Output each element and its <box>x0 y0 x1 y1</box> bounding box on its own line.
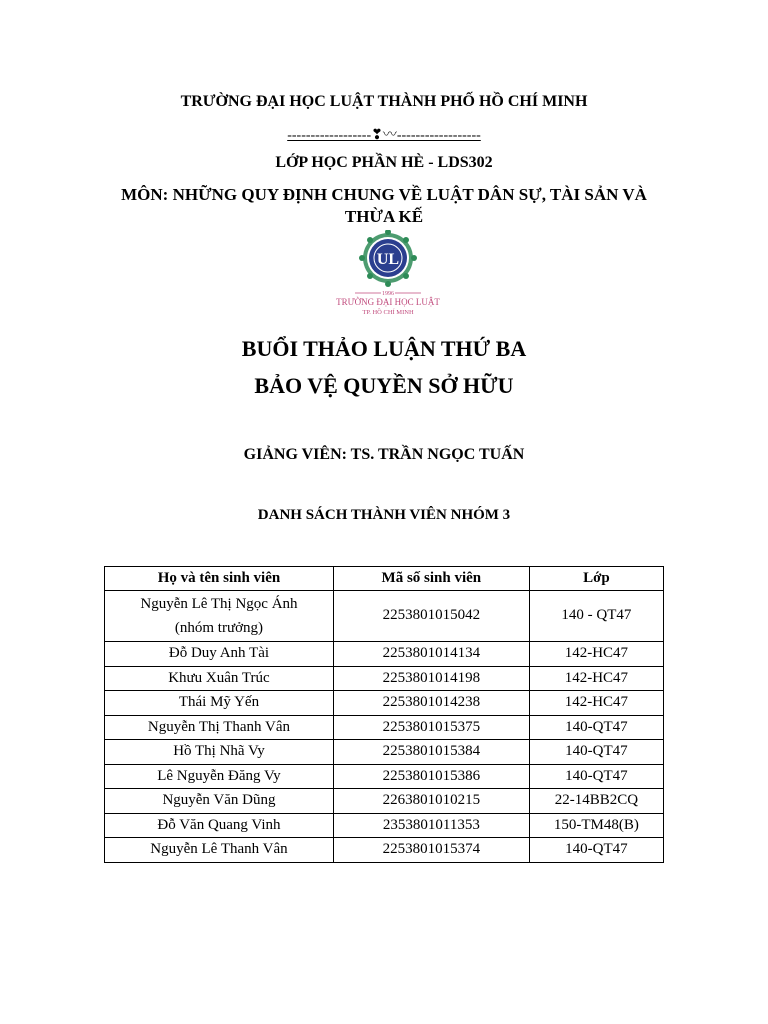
student-name: Nguyễn Văn Dũng <box>105 789 334 814</box>
table-row <box>105 764 664 789</box>
university-logo <box>333 230 443 318</box>
student-name: Đỗ Duy Anh Tài <box>105 642 334 667</box>
student-id: 2253801015386 <box>333 764 529 789</box>
logo-name-line1: TRƯỜNG ĐẠI HỌC LUẬT <box>336 297 440 307</box>
student-name: Đỗ Văn Quang Vinh <box>105 813 334 838</box>
student-id: 2253801015042 <box>333 591 529 642</box>
student-class: 150-TM48(B) <box>529 813 663 838</box>
student-id: 2253801015384 <box>333 740 529 765</box>
student-name: Nguyễn Thị Thanh Vân <box>105 715 334 740</box>
student-class: 22-14BB2CQ <box>529 789 663 814</box>
logo-name-line2: TP. HỒ CHÍ MINH <box>362 309 414 316</box>
table-row <box>105 591 664 642</box>
table-row <box>105 740 664 765</box>
logo-initials: UL <box>376 251 400 268</box>
discussion-topic: BẢO VỆ QUYỀN SỞ HỮU <box>254 373 514 398</box>
student-class: 140-QT47 <box>529 715 663 740</box>
student-id: 2253801015375 <box>333 715 529 740</box>
student-name: Thái Mỹ Yến <box>105 691 334 716</box>
student-id: 2253801015374 <box>333 838 529 863</box>
subject-title: MÔN: NHỮNG QUY ĐỊNH CHUNG VỀ LUẬT DÂN SỰ, TÀI SẢN VÀ THỪA KẾ <box>121 185 647 226</box>
student-name: Khưu Xuân Trúc <box>105 666 334 691</box>
members-heading: DANH SÁCH THÀNH VIÊN NHÓM 3 <box>257 507 511 523</box>
student-class: 142-HC47 <box>529 666 663 691</box>
student-name: Hồ Thị Nhã Vy <box>105 740 334 765</box>
logo-year: 1996 <box>382 291 394 297</box>
header-class: Lớp <box>529 567 663 591</box>
student-class: 140-QT47 <box>529 838 663 863</box>
table-row <box>105 666 664 691</box>
table-row <box>105 691 664 716</box>
table-header-row <box>105 567 664 591</box>
student-id: 2353801011353 <box>333 813 529 838</box>
student-id: 2253801014238 <box>333 691 529 716</box>
header-name: Họ và tên sinh viên <box>105 567 334 591</box>
group-leader-note: (nhóm trưởng) <box>174 620 264 636</box>
header-student-id: Mã số sinh viên <box>333 567 529 591</box>
student-id: 2263801010215 <box>333 789 529 814</box>
student-name <box>105 591 334 642</box>
student-class: 140-QT47 <box>529 764 663 789</box>
student-class: 140-QT47 <box>529 740 663 765</box>
discussion-title: BUỔI THẢO LUẬN THỨ BA <box>241 336 527 361</box>
members-table <box>104 566 664 863</box>
student-name-text: Nguyễn Lê Thị Ngọc Ánh <box>140 596 298 612</box>
student-name: Nguyễn Lê Thanh Vân <box>105 838 334 863</box>
table-row <box>105 789 664 814</box>
decorative-divider <box>0 124 768 144</box>
table-row <box>105 715 664 740</box>
lecturer-name: GIẢNG VIÊN: TS. TRẦN NGỌC TUẤN <box>243 446 525 463</box>
student-id: 2253801014134 <box>333 642 529 667</box>
table-row <box>105 838 664 863</box>
student-class: 140 - QT47 <box>529 591 663 642</box>
class-name: LỚP HỌC PHẦN HÈ - LDS302 <box>275 154 493 171</box>
student-name: Lê Nguyễn Đăng Vy <box>105 764 334 789</box>
table-row <box>105 642 664 667</box>
student-id: 2253801014198 <box>333 666 529 691</box>
table-row <box>105 813 664 838</box>
student-class: 142-HC47 <box>529 642 663 667</box>
divider-text: ------------------❣〰------------------ <box>287 128 481 143</box>
school-name: TRƯỜNG ĐẠI HỌC LUẬT THÀNH PHỐ HỒ CHÍ MINH <box>180 93 588 110</box>
student-class: 142-HC47 <box>529 691 663 716</box>
